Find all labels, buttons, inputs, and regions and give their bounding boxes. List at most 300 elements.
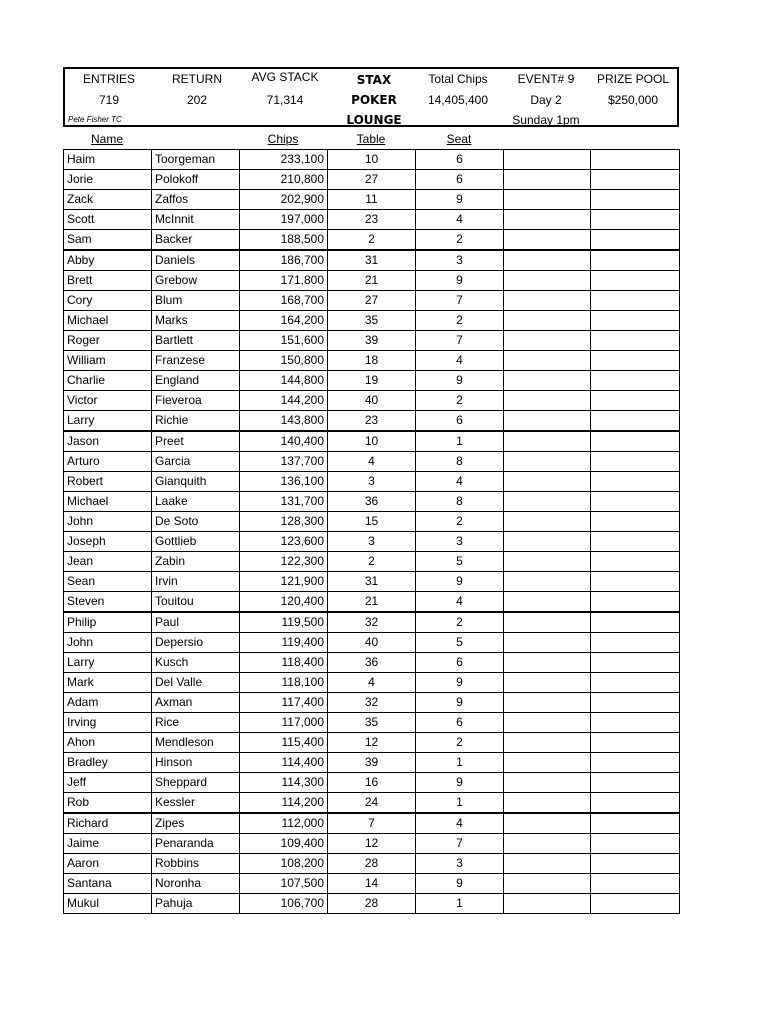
blank-cell	[591, 371, 680, 391]
blank-cell	[504, 753, 591, 773]
blank-cell	[504, 713, 591, 733]
last-name-cell: Marks	[152, 311, 240, 331]
first-name-cell: Larry	[64, 653, 152, 673]
chips-cell: 109,400	[240, 834, 328, 854]
first-name-cell: Charlie	[64, 371, 152, 391]
first-name-cell: Zack	[64, 190, 152, 210]
table-number-cell: 15	[328, 512, 416, 532]
last-name-cell: Kusch	[152, 653, 240, 673]
seat-number-cell: 9	[416, 773, 504, 793]
table-number-cell: 21	[328, 592, 416, 613]
seat-number-cell: 4	[416, 472, 504, 492]
blank-cell	[591, 733, 680, 753]
first-name-cell: Arturo	[64, 452, 152, 472]
last-name-cell: McInnit	[152, 210, 240, 230]
last-name-cell: Robbins	[152, 854, 240, 874]
blank-cell	[591, 552, 680, 572]
table-row	[64, 512, 680, 532]
blank-cell	[591, 592, 680, 613]
last-name-cell: Zabin	[152, 552, 240, 572]
last-name-cell: Gianquith	[152, 472, 240, 492]
event-summary-box	[63, 67, 679, 127]
table-number-cell: 27	[328, 170, 416, 190]
chips-cell: 108,200	[240, 854, 328, 874]
column-header-table: Table	[356, 132, 386, 146]
last-name-cell: Daniels	[152, 250, 240, 271]
blank-cell	[504, 874, 591, 894]
first-name-cell: Ahon	[64, 733, 152, 753]
blank-cell	[591, 492, 680, 512]
blank-cell	[504, 572, 591, 592]
blank-cell	[591, 311, 680, 331]
blank-cell	[504, 431, 591, 452]
chips-cell: 115,400	[240, 733, 328, 753]
first-name-cell: Michael	[64, 311, 152, 331]
chips-cell: 131,700	[240, 492, 328, 512]
table-row	[64, 733, 680, 753]
table-number-cell: 4	[328, 452, 416, 472]
last-name-cell: Toorgeman	[152, 150, 240, 170]
first-name-cell: Larry	[64, 411, 152, 432]
seat-number-cell: 2	[416, 230, 504, 251]
blank-cell	[591, 894, 680, 914]
seat-number-cell: 2	[416, 512, 504, 532]
table-number-cell: 7	[328, 813, 416, 834]
last-name-cell: Zipes	[152, 813, 240, 834]
first-name-cell: Steven	[64, 592, 152, 613]
blank-cell	[591, 653, 680, 673]
chips-cell: 188,500	[240, 230, 328, 251]
blank-cell	[591, 271, 680, 291]
seat-number-cell: 7	[416, 331, 504, 351]
table-row	[64, 170, 680, 190]
table-number-cell: 10	[328, 431, 416, 452]
chips-cell: 121,900	[240, 572, 328, 592]
table-row	[64, 552, 680, 572]
table-row	[64, 371, 680, 391]
seat-number-cell: 6	[416, 411, 504, 432]
chips-cell: 186,700	[240, 250, 328, 271]
table-number-cell: 10	[328, 150, 416, 170]
prize-pool-value: $250,000	[607, 93, 659, 107]
column-header-chips: Chips	[267, 132, 299, 146]
table-row	[64, 311, 680, 331]
last-name-cell: Backer	[152, 230, 240, 251]
brand-lounge: LOUNGE	[346, 113, 402, 127]
table-row	[64, 793, 680, 814]
table-row	[64, 834, 680, 854]
seat-number-cell: 1	[416, 894, 504, 914]
seat-number-cell: 2	[416, 612, 504, 633]
blank-cell	[504, 190, 591, 210]
last-name-cell: Irvin	[152, 572, 240, 592]
blank-cell	[591, 874, 680, 894]
seat-number-cell: 5	[416, 552, 504, 572]
chips-cell: 144,800	[240, 371, 328, 391]
last-name-cell: Del Valle	[152, 673, 240, 693]
blank-cell	[591, 391, 680, 411]
blank-cell	[504, 653, 591, 673]
table-row	[64, 391, 680, 411]
blank-cell	[591, 411, 680, 432]
table-number-cell: 36	[328, 492, 416, 512]
blank-cell	[504, 311, 591, 331]
blank-cell	[504, 331, 591, 351]
event-number-label: EVENT# 9	[517, 72, 575, 86]
table-row	[64, 190, 680, 210]
blank-cell	[504, 834, 591, 854]
last-name-cell: Polokoff	[152, 170, 240, 190]
table-number-cell: 36	[328, 653, 416, 673]
chips-cell: 114,200	[240, 793, 328, 814]
blank-cell	[504, 391, 591, 411]
seat-number-cell: 2	[416, 733, 504, 753]
table-number-cell: 11	[328, 190, 416, 210]
blank-cell	[504, 452, 591, 472]
first-name-cell: Richard	[64, 813, 152, 834]
prize-pool-label: PRIZE POOL	[596, 72, 670, 86]
first-name-cell: Brett	[64, 271, 152, 291]
table-row	[64, 693, 680, 713]
seat-number-cell: 9	[416, 572, 504, 592]
blank-cell	[591, 572, 680, 592]
first-name-cell: William	[64, 351, 152, 371]
table-number-cell: 35	[328, 713, 416, 733]
first-name-cell: Michael	[64, 492, 152, 512]
seat-number-cell: 4	[416, 592, 504, 613]
seat-number-cell: 9	[416, 874, 504, 894]
chips-cell: 233,100	[240, 150, 328, 170]
last-name-cell: Depersio	[152, 633, 240, 653]
table-row	[64, 472, 680, 492]
table-row	[64, 250, 680, 271]
first-name-cell: Sam	[64, 230, 152, 251]
seat-number-cell: 9	[416, 190, 504, 210]
blank-cell	[591, 210, 680, 230]
seat-number-cell: 6	[416, 150, 504, 170]
chips-cell: 120,400	[240, 592, 328, 613]
seat-number-cell: 5	[416, 633, 504, 653]
last-name-cell: England	[152, 371, 240, 391]
blank-cell	[504, 492, 591, 512]
table-row	[64, 492, 680, 512]
table-row	[64, 592, 680, 613]
blank-cell	[504, 773, 591, 793]
blank-cell	[591, 150, 680, 170]
blank-cell	[504, 552, 591, 572]
table-number-cell: 3	[328, 472, 416, 492]
last-name-cell: Noronha	[152, 874, 240, 894]
chips-cell: 210,800	[240, 170, 328, 190]
blank-cell	[591, 753, 680, 773]
blank-cell	[504, 733, 591, 753]
seat-number-cell: 4	[416, 351, 504, 371]
blank-cell	[504, 411, 591, 432]
blank-cell	[504, 210, 591, 230]
table-row	[64, 753, 680, 773]
table-number-cell: 21	[328, 271, 416, 291]
table-number-cell: 32	[328, 693, 416, 713]
first-name-cell: Rob	[64, 793, 152, 814]
seat-number-cell: 1	[416, 431, 504, 452]
avg-stack-label: AVG STACK	[251, 70, 319, 84]
chips-cell: 119,500	[240, 612, 328, 633]
chips-cell: 118,400	[240, 653, 328, 673]
seat-number-cell: 1	[416, 793, 504, 814]
chips-cell: 114,300	[240, 773, 328, 793]
table-row	[64, 452, 680, 472]
first-name-cell: Jason	[64, 431, 152, 452]
seat-number-cell: 3	[416, 854, 504, 874]
table-row	[64, 411, 680, 432]
total-chips-value: 14,405,400	[427, 93, 489, 107]
event-time: Sunday 1pm	[512, 113, 580, 127]
blank-cell	[504, 170, 591, 190]
seat-number-cell: 2	[416, 311, 504, 331]
first-name-cell: Cory	[64, 291, 152, 311]
last-name-cell: Preet	[152, 431, 240, 452]
first-name-cell: Roger	[64, 331, 152, 351]
chips-cell: 151,600	[240, 331, 328, 351]
table-number-cell: 12	[328, 834, 416, 854]
chips-cell: 202,900	[240, 190, 328, 210]
blank-cell	[504, 271, 591, 291]
last-name-cell: Blum	[152, 291, 240, 311]
table-row	[64, 633, 680, 653]
table-row	[64, 210, 680, 230]
last-name-cell: Zaffos	[152, 190, 240, 210]
table-number-cell: 4	[328, 673, 416, 693]
total-chips-label: Total Chips	[428, 72, 488, 86]
table-number-cell: 24	[328, 793, 416, 814]
table-number-cell: 3	[328, 532, 416, 552]
table-row	[64, 612, 680, 633]
blank-cell	[504, 592, 591, 613]
first-name-cell: Joseph	[64, 532, 152, 552]
table-row	[64, 431, 680, 452]
table-number-cell: 16	[328, 773, 416, 793]
blank-cell	[591, 230, 680, 251]
table-row	[64, 813, 680, 834]
table-row	[64, 874, 680, 894]
last-name-cell: Paul	[152, 612, 240, 633]
blank-cell	[504, 633, 591, 653]
table-number-cell: 32	[328, 612, 416, 633]
last-name-cell: Franzese	[152, 351, 240, 371]
blank-cell	[504, 612, 591, 633]
blank-cell	[591, 452, 680, 472]
blank-cell	[504, 512, 591, 532]
avg-stack-value: 71,314	[266, 93, 304, 107]
chips-cell: 140,400	[240, 431, 328, 452]
brand-poker: POKER	[351, 93, 397, 107]
first-name-cell: Jeff	[64, 773, 152, 793]
last-name-cell: Gottlieb	[152, 532, 240, 552]
table-row	[64, 291, 680, 311]
table-number-cell: 2	[328, 230, 416, 251]
table-number-cell: 19	[328, 371, 416, 391]
blank-cell	[504, 291, 591, 311]
chips-cell: 114,400	[240, 753, 328, 773]
blank-cell	[591, 813, 680, 834]
table-number-cell: 40	[328, 633, 416, 653]
seat-number-cell: 9	[416, 693, 504, 713]
blank-cell	[591, 693, 680, 713]
chips-cell: 117,000	[240, 713, 328, 733]
blank-cell	[504, 472, 591, 492]
table-number-cell: 23	[328, 210, 416, 230]
table-number-cell: 31	[328, 572, 416, 592]
table-number-cell: 2	[328, 552, 416, 572]
blank-cell	[591, 512, 680, 532]
seat-number-cell: 3	[416, 250, 504, 271]
last-name-cell: Richie	[152, 411, 240, 432]
blank-cell	[591, 351, 680, 371]
chips-cell: 123,600	[240, 532, 328, 552]
table-row	[64, 331, 680, 351]
table-number-cell: 35	[328, 311, 416, 331]
blank-cell	[591, 532, 680, 552]
table-row	[64, 854, 680, 874]
blank-cell	[504, 894, 591, 914]
table-row	[64, 713, 680, 733]
last-name-cell: De Soto	[152, 512, 240, 532]
table-number-cell: 27	[328, 291, 416, 311]
table-row	[64, 653, 680, 673]
first-name-cell: Scott	[64, 210, 152, 230]
chips-cell: 119,400	[240, 633, 328, 653]
first-name-cell: Victor	[64, 391, 152, 411]
first-name-cell: Mark	[64, 673, 152, 693]
blank-cell	[504, 351, 591, 371]
chips-cell: 144,200	[240, 391, 328, 411]
blank-cell	[504, 793, 591, 814]
chips-cell: 143,800	[240, 411, 328, 432]
chips-cell: 107,500	[240, 874, 328, 894]
table-number-cell: 14	[328, 874, 416, 894]
seat-number-cell: 2	[416, 391, 504, 411]
brand-stax: STAX	[356, 73, 392, 87]
blank-cell	[504, 371, 591, 391]
first-name-cell: Abby	[64, 250, 152, 271]
last-name-cell: Hinson	[152, 753, 240, 773]
first-name-cell: Haim	[64, 150, 152, 170]
return-value: 202	[186, 93, 208, 107]
blank-cell	[504, 673, 591, 693]
first-name-cell: Adam	[64, 693, 152, 713]
blank-cell	[504, 532, 591, 552]
chips-cell: 164,200	[240, 311, 328, 331]
last-name-cell: Laake	[152, 492, 240, 512]
blank-cell	[504, 693, 591, 713]
first-name-cell: Irving	[64, 713, 152, 733]
event-day: Day 2	[530, 93, 562, 107]
seat-number-cell: 6	[416, 653, 504, 673]
blank-cell	[504, 150, 591, 170]
last-name-cell: Rice	[152, 713, 240, 733]
table-row	[64, 150, 680, 170]
last-name-cell: Penaranda	[152, 834, 240, 854]
table-number-cell: 18	[328, 351, 416, 371]
seat-number-cell: 8	[416, 452, 504, 472]
last-name-cell: Sheppard	[152, 773, 240, 793]
table-row	[64, 773, 680, 793]
table-number-cell: 39	[328, 753, 416, 773]
blank-cell	[591, 793, 680, 814]
seat-number-cell: 4	[416, 813, 504, 834]
entries-label: ENTRIES	[82, 72, 135, 86]
blank-cell	[591, 170, 680, 190]
seat-number-cell: 9	[416, 371, 504, 391]
table-row	[64, 532, 680, 552]
entries-value: 719	[98, 93, 120, 107]
seat-number-cell: 9	[416, 271, 504, 291]
first-name-cell: Jaime	[64, 834, 152, 854]
first-name-cell: Santana	[64, 874, 152, 894]
chips-cell: 137,700	[240, 452, 328, 472]
table-row	[64, 673, 680, 693]
first-name-cell: Jorie	[64, 170, 152, 190]
return-label: RETURN	[172, 72, 222, 86]
last-name-cell: Grebow	[152, 271, 240, 291]
column-header-name: Name	[90, 132, 123, 146]
blank-cell	[591, 250, 680, 271]
seat-number-cell: 7	[416, 291, 504, 311]
seat-number-cell: 3	[416, 532, 504, 552]
table-row	[64, 230, 680, 251]
blank-cell	[591, 190, 680, 210]
blank-cell	[591, 633, 680, 653]
blank-cell	[591, 854, 680, 874]
last-name-cell: Pahuja	[152, 894, 240, 914]
blank-cell	[591, 834, 680, 854]
blank-cell	[591, 713, 680, 733]
table-number-cell: 40	[328, 391, 416, 411]
last-name-cell: Touitou	[152, 592, 240, 613]
seat-number-cell: 6	[416, 170, 504, 190]
last-name-cell: Bartlett	[152, 331, 240, 351]
chips-cell: 136,100	[240, 472, 328, 492]
table-number-cell: 28	[328, 854, 416, 874]
table-number-cell: 12	[328, 733, 416, 753]
chips-cell: 106,700	[240, 894, 328, 914]
table-number-cell: 23	[328, 411, 416, 432]
last-name-cell: Fieveroa	[152, 391, 240, 411]
last-name-cell: Garcia	[152, 452, 240, 472]
credit-text: Pete Fisher TC	[68, 115, 122, 124]
blank-cell	[591, 431, 680, 452]
chips-cell: 171,800	[240, 271, 328, 291]
seat-number-cell: 6	[416, 713, 504, 733]
table-number-cell: 39	[328, 331, 416, 351]
chips-cell: 117,400	[240, 693, 328, 713]
first-name-cell: Robert	[64, 472, 152, 492]
blank-cell	[504, 854, 591, 874]
blank-cell	[591, 331, 680, 351]
column-header-seat: Seat	[446, 132, 472, 146]
chips-cell: 150,800	[240, 351, 328, 371]
first-name-cell: John	[64, 512, 152, 532]
seat-number-cell: 4	[416, 210, 504, 230]
first-name-cell: Jean	[64, 552, 152, 572]
table-row	[64, 271, 680, 291]
chips-cell: 118,100	[240, 673, 328, 693]
first-name-cell: Bradley	[64, 753, 152, 773]
table-row	[64, 351, 680, 371]
chips-cell: 168,700	[240, 291, 328, 311]
blank-cell	[591, 291, 680, 311]
first-name-cell: John	[64, 633, 152, 653]
